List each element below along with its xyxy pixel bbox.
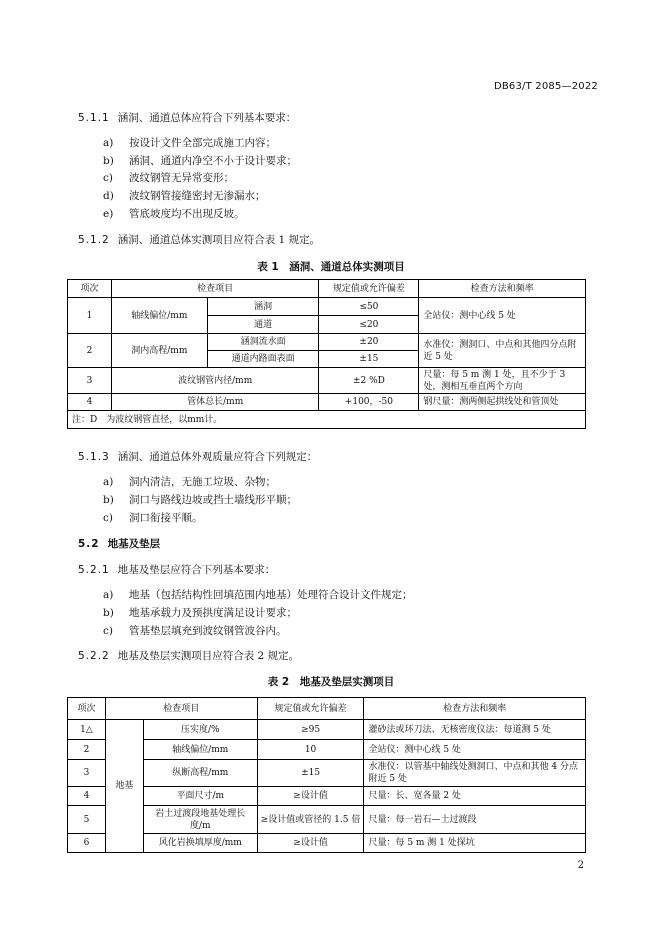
table-cell: 2 — [68, 740, 106, 760]
list-item — [103, 135, 276, 150]
table-cell: +100，-50 — [319, 394, 419, 411]
table-cell: 1△ — [68, 720, 106, 740]
list-marker: a) — [103, 137, 114, 149]
table-cell: 2 — [68, 334, 112, 368]
table-cell: 尺量：每 5 m 测 1 处探坑 — [364, 834, 586, 853]
page-number: 2 — [577, 860, 584, 871]
table-cell: ±20 — [319, 334, 419, 351]
document-id: DB63/T 2085—2022 — [493, 81, 598, 92]
clause-text: 地基及垫层实测项目应符合表 2 规定。 — [117, 650, 300, 662]
clause-text: 地基及垫层应符合下列基本要求： — [117, 564, 276, 576]
list-item — [103, 492, 297, 507]
clause-5-1-3 — [78, 449, 317, 464]
list-text: 波纹钢管接缝密封无渗漏水； — [129, 190, 266, 202]
section-title: 地基及垫层 — [107, 538, 161, 550]
clause-5-2-1 — [78, 562, 275, 577]
list-marker: a) — [103, 589, 114, 601]
header-cell: 项次 — [68, 698, 106, 720]
clause-5-1-2 — [78, 232, 320, 247]
list-marker: d) — [103, 190, 114, 202]
table-cell: 水准仪：以管基中轴线处测洞口、中点和其他 4 分点附近 5 处 — [364, 760, 586, 787]
table-cell: 岩土过渡段地基处理长度/m — [143, 806, 257, 834]
list-text: 地基承载力及预拱度满足设计要求； — [129, 607, 297, 619]
header-cell: 检查项目 — [105, 698, 257, 720]
list-item — [103, 206, 245, 221]
header-cell: 检查项目 — [111, 280, 319, 298]
clause-5-2-2 — [78, 648, 299, 663]
table-cell: 洞内高程/mm — [111, 334, 207, 368]
table-cell: 全站仪：测中心线 5 处 — [364, 740, 586, 760]
table-cell: 尺量：长、宽各量 2 处 — [364, 787, 586, 806]
list-text: 管基垫层填充到波纹钢管波谷内。 — [129, 625, 287, 637]
table-cell: 4 — [68, 787, 106, 806]
group-cell: 地基 — [105, 720, 143, 853]
list-item — [103, 170, 234, 185]
list-text: 按设计文件全部完成施工内容； — [129, 137, 276, 149]
table-cell: 平面尺寸/m — [143, 787, 257, 806]
table-cell: 10 — [257, 740, 364, 760]
list-marker: c) — [103, 512, 113, 524]
table-cell: 纵断高程/mm — [143, 760, 257, 787]
list-text: 洞内清洁，无施工垃圾、杂物； — [129, 476, 276, 488]
table-cell: 涵洞 — [207, 298, 319, 316]
table-cell: 风化岩换填厚度/mm — [143, 834, 257, 853]
table-cell: ±15 — [319, 351, 419, 368]
header-cell: 规定值或允许偏差 — [257, 698, 364, 720]
clause-number: 5.1.3 — [78, 451, 110, 463]
table-cell: 6 — [68, 834, 106, 853]
table-cell: ±2 %D — [319, 368, 419, 394]
list-marker: c) — [103, 172, 113, 184]
header-cell: 检查方法和频率 — [419, 280, 586, 298]
table-cell: 尺量：每 5 m 测 1 处，且不少于 3 处，测相互垂直两个方向 — [419, 368, 586, 394]
table-cell: ≤20 — [319, 316, 419, 334]
table-cell: 全站仪：测中心线 5 处 — [419, 298, 586, 334]
table-cell: 水准仪：测洞口、中点和其他四分点附近 5 处 — [419, 334, 586, 368]
table-cell: 压实度/% — [143, 720, 257, 740]
table-cell: 轴线偏位/mm — [143, 740, 257, 760]
table-2-caption: 表 2 地基及垫层实测项目 — [267, 676, 395, 688]
clause-text: 涵洞、通道总体外观质量应符合下列规定： — [117, 451, 318, 463]
list-item — [103, 188, 266, 203]
clause-text: 涵洞、通道总体实测项目应符合表 1 规定。 — [117, 234, 321, 246]
clause-number: 5.1.2 — [78, 234, 110, 246]
header-cell: 检查方法和频率 — [364, 698, 586, 720]
clause-5-1-1 — [78, 110, 296, 125]
section-5-2-heading — [78, 536, 160, 551]
table-1 — [67, 279, 586, 429]
section-number: 5.2 — [78, 538, 100, 550]
list-marker: b) — [103, 494, 114, 506]
table-cell: ≤50 — [319, 298, 419, 316]
list-marker: e) — [103, 208, 114, 220]
list-text: 涵洞、通道内净空不小于设计要求； — [129, 155, 297, 167]
list-marker: b) — [103, 607, 114, 619]
table-cell: 通道内路面表面 — [207, 351, 319, 368]
list-item — [103, 474, 276, 489]
list-text: 地基（包括结构性回填范围内地基）处理符合设计文件规定； — [129, 589, 413, 601]
table-cell: ≥95 — [257, 720, 364, 740]
table-2 — [67, 697, 586, 853]
list-text: 管底坡度均不出现反坡。 — [129, 208, 245, 220]
table-cell: ≥设计值或管径的 1.5 倍 — [257, 806, 364, 834]
list-text: 波纹钢管无异常变形； — [129, 172, 234, 184]
header-cell: 规定值或允许偏差 — [319, 280, 419, 298]
table-cell: 涵洞流水面 — [207, 334, 319, 351]
table-1-caption: 表 1 涵洞、通道总体实测项目 — [257, 261, 405, 273]
list-item — [103, 605, 297, 620]
table-cell: 钢尺量：测两侧起拱线处和管顶处 — [419, 394, 586, 411]
table-cell: 轴线偏位/mm — [111, 298, 207, 334]
list-marker: c) — [103, 625, 113, 637]
clause-text: 涵洞、通道总体应符合下列基本要求： — [117, 112, 297, 124]
table-cell: 3 — [68, 368, 112, 394]
table-cell: 灌砂法或环刀法、无核密度仪法：每道测 5 处 — [364, 720, 586, 740]
list-item — [103, 153, 297, 168]
clause-number: 5.2.1 — [78, 564, 110, 576]
table-cell: 通道 — [207, 316, 319, 334]
table-cell: ±15 — [257, 760, 364, 787]
list-marker: b) — [103, 155, 114, 167]
table-cell: ≥设计值 — [257, 787, 364, 806]
header-cell: 项次 — [68, 280, 112, 298]
list-item — [103, 510, 203, 525]
table-cell: 1 — [68, 298, 112, 334]
list-text: 洞口衔接平顺。 — [129, 512, 203, 524]
list-marker: a) — [103, 476, 114, 488]
table-cell: 3 — [68, 760, 106, 787]
table-cell: 5 — [68, 806, 106, 834]
list-item — [103, 587, 413, 602]
table-cell: 波纹钢管内径/mm — [111, 368, 319, 394]
table-note: 注：D 为波纹钢管直径，以mm计。 — [68, 411, 586, 429]
table-cell: ≥设计值 — [257, 834, 364, 853]
list-text: 洞口与路线边坡或挡土墙线形平顺； — [129, 494, 297, 506]
clause-number: 5.1.1 — [78, 112, 110, 124]
table-cell: 管体总长/mm — [111, 394, 319, 411]
table-cell: 4 — [68, 394, 112, 411]
table-cell: 尺量：每一岩石—土过渡段 — [364, 806, 586, 834]
list-item — [103, 623, 287, 638]
clause-number: 5.2.2 — [78, 650, 110, 662]
